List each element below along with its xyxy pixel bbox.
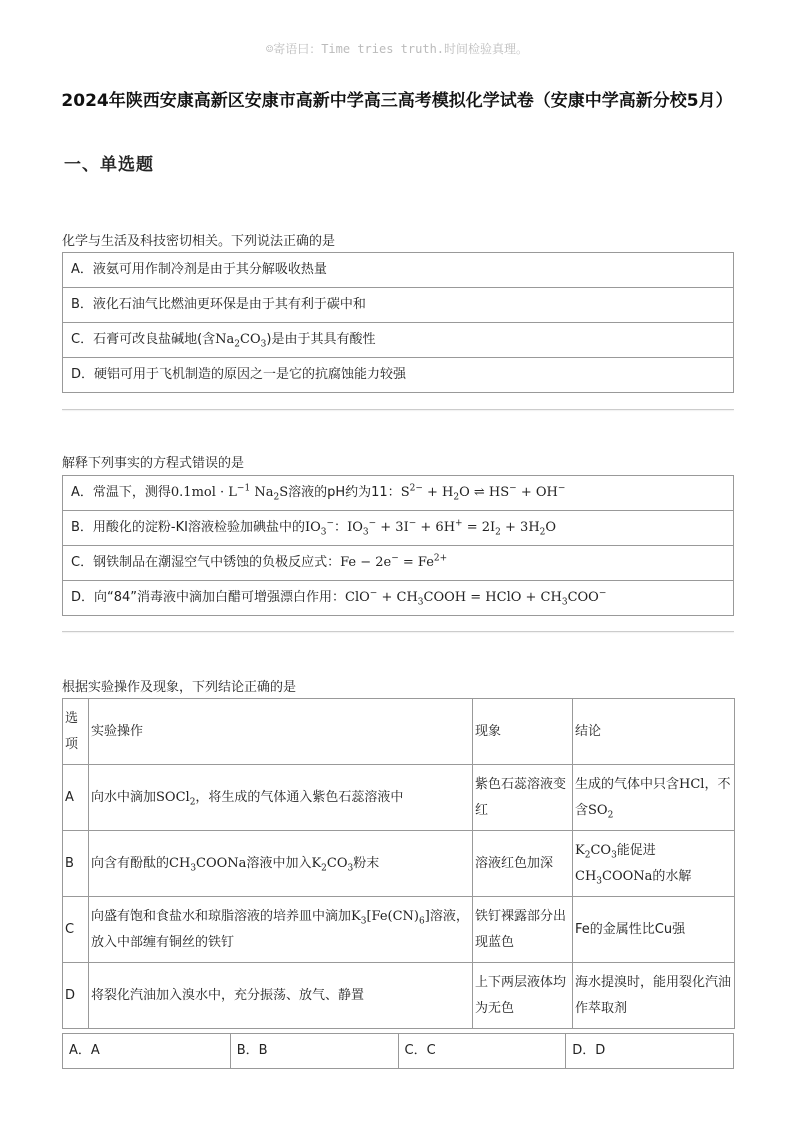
header-operation: 实验操作: [89, 699, 473, 765]
table-row: D 将裂化汽油加入溴水中，充分振荡、放气、静置 上下两层液体均为无色 海水提溴时，能用裂化汽油作萃取剂: [63, 963, 735, 1029]
header-option: 选项: [63, 699, 89, 765]
divider: [62, 409, 734, 410]
q2-option-c[interactable]: C．钢铁制品在潮湿空气中锈蚀的负极反应式：$Fe - 2e^- = Fe^{2+}$: [63, 546, 733, 581]
q1-option-c[interactable]: C．石膏可改良盐碱地(含$Na_2CO_3$)是由于其具有酸性: [63, 323, 733, 358]
section-heading: 一、单选题: [64, 155, 154, 175]
divider: [62, 631, 734, 632]
q2-option-b[interactable]: B．用酸化的淀粉-KI溶液检验加碘盐中的$IO_3^-$：$IO_3^- + 3I^- + 6H^+ = 2I_2 + 3H_2O$: [63, 511, 733, 546]
q3-option-a[interactable]: A．A: [63, 1034, 231, 1068]
question-2-options: [62, 475, 734, 616]
q3-option-b[interactable]: B．B: [231, 1034, 399, 1068]
page-title: 2024年陕西安康高新区安康市高新中学高三高考模拟化学试卷（安康中学高新分校5月）: [61, 91, 733, 111]
header-conclusion: 结论: [573, 699, 735, 765]
question-1-options: [62, 252, 734, 393]
table-row: C 向盛有饱和食盐水和琼脂溶液的培养皿中滴加$K_3[Fe(CN)_6]$溶液，放入中部缠有铜丝的铁钉 铁钉裸露部分出现蓝色 Fe的金属性比Cu强: [63, 897, 735, 963]
question-2-stem: 解释下列事实的方程式错误的是: [62, 456, 245, 471]
q2-option-a[interactable]: A．常温下，测得$0.1mol \cdot L^{-1}$ $Na_2S$溶液的pH约为11：$S^{2-} + H_2O$ ⇌ HS− + OH−: [63, 476, 733, 511]
q1-option-a[interactable]: A．液氨可用作制冷剂是由于其分解吸收热量: [63, 253, 733, 288]
q1-option-b[interactable]: B．液化石油气比燃油更环保是由于其有利于碳中和: [63, 288, 733, 323]
table-row: B 向含有酚酞的$CH_3COONa$溶液中加入$K_2CO_3$粉末 溶液红色加深 $K_2CO_3$能促进$CH_3COONa$的水解: [63, 831, 735, 897]
table-header-row: [63, 699, 735, 765]
q3-option-d[interactable]: D．D: [572, 1043, 606, 1058]
question-3-options: [62, 1033, 734, 1069]
header-phenomenon: 现象: [473, 699, 573, 765]
watermark: ☺寄语曰：Time tries truth.时间检验真理。: [265, 42, 529, 56]
question-1-stem: 化学与生活及科技密切相关。下列说法正确的是: [62, 234, 336, 249]
question-3-stem: 根据实验操作及现象，下列结论正确的是: [62, 680, 297, 695]
experiment-table: [62, 698, 735, 1029]
q1-option-d[interactable]: D．硬铝可用于飞机制造的原因之一是它的抗腐蚀能力较强: [71, 367, 407, 382]
table-row: A 向水中滴加SOCl$_2$，将生成的气体通入紫色石蕊溶液中 紫色石蕊溶液变红 生成的气体中只含HCl，不含$SO_2$: [63, 765, 735, 831]
q2-option-d[interactable]: D．向“84”消毒液中滴加白醋可增强漂白作用：$ClO^- + CH_3COOH$ = HClO + $CH_3COO^-$: [71, 588, 607, 608]
q3-option-c[interactable]: C．C: [399, 1034, 567, 1068]
